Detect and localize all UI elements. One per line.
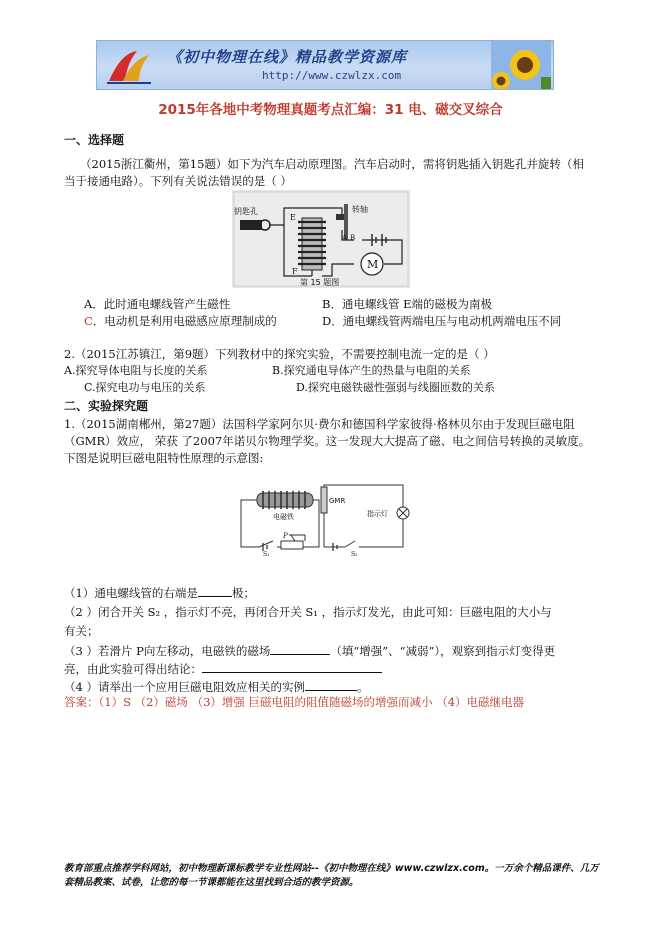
q1-option-c [84,313,277,329]
sub3-text-a: （3 ）若滑片 P向左移动，电磁铁的磁场 [64,644,271,658]
sub1 [64,584,255,601]
s1-label: S₁ [263,551,270,557]
q1-option-a: A．此时通电螺线管产生磁性 [84,297,231,311]
label-b: B [350,234,356,242]
site-logo-icon [103,45,155,87]
sunflower-icon [491,41,551,90]
banner-url: http://www.czwlzx.com [262,69,402,82]
lamp-label: 指示灯 [367,510,388,518]
magnet-label: 电磁铁 [273,513,294,521]
car-starter-circuit-figure [232,190,410,288]
pivot-label: 转轴 [352,205,368,214]
q1-stem-line2: 当于接通电路）。下列有关说法错误的是（ ） [64,174,292,188]
sub4-blank [305,678,357,691]
key-label: 钥匙孔 [234,207,258,216]
sub3-line1 [64,642,555,659]
document-title: 2015年各地中考物理真题考点汇编：31 电、磁交叉综合 [158,102,503,118]
q2-stem: 2.（2015江苏镇江，第9题）下列教材中的探究实验，不需要控制电流一定的是（ ） [64,347,495,361]
gmr-circuit-figure [233,483,411,557]
sub1-blank [198,584,232,597]
sub1-end: 极； [231,586,255,600]
header-banner [96,40,554,90]
q2-option-c: C.探究电功与电压的关系 [84,381,206,394]
label-e: E [290,213,296,222]
s2-q1-line2: （GMR）效应， 荣获 了2007年诺贝尔物理学奖。这一发现大大提高了磁、电之间信号转换的灵敏度。 [64,434,591,448]
s2-label: S₂ [351,551,358,557]
sub4-end: 。 [356,680,369,694]
sub3-line2-blank [202,660,382,673]
sub1-text: （1）通电螺线管的右端是 [64,586,198,600]
label-f: F [292,267,298,276]
sub2-line1: （2 ）闭合开关 S₂ ，指示灯不亮，再闭合开关 S₁ ，指示灯发光，由此可知：巨磁电阻的大小与 [64,605,552,619]
sub3-text-b: （填“增强”、“减弱”），观察到指示灯变得更 [330,644,556,658]
q2-option-d: D.探究电磁铁磁性强弱与线圈匝数的关系 [296,381,495,394]
q2-option-a: A.探究导体电阻与长度的关系 [64,364,208,377]
q1-option-b: B．通电螺线管 E端的磁极为南极 [322,297,492,311]
q1-stem-line1: （2015浙江衢州，第15题）如下为汽车启动原理图。汽车启动时，需将钥匙插入钥匙孔并旋转（相 [80,157,584,171]
motor-label: M [367,258,379,271]
banner-title: 《初中物理在线》精品教学资源库 [167,48,408,66]
s2-q1-line1: 1.（2015湖南郴州，第27题）法国科学家阿尔贝·费尔和德国科学家彼得·格林贝尔由于发现巨磁电阻 [64,417,575,431]
page-footer: 教育部重点推荐学科网站，初中物理新课标教学专业性网站--《初中物理在线》www.czwlzx.com。一万余个精品课件、几万套精品教案、试卷，让您的每一节课都能在这里找到合适的教学资源。 [64,863,599,888]
sub3-line2 [64,660,382,677]
section-heading-experiment: 二、实验探究题 [64,399,149,413]
s2-q1-line3: 下图是说明巨磁电阻特性原理的示意图: [64,451,264,465]
sub4-text: （4 ）请举出一个应用巨磁电阻效应相关的实例 [64,680,305,694]
q1-option-c-letter: C [84,314,93,328]
answer-line: 答案：（1）S （2）磁场 （3）增强 巨磁电阻的阻值随磁场的增强而减小 （4）电磁继电器 [64,695,525,709]
sub3-blank [270,642,330,655]
sub3-line2-text: 亮，由此实验可得出结论： [64,662,202,676]
key-shape [240,220,262,230]
p-label: P [283,532,288,540]
label-a: A [342,234,348,242]
section-heading-choice: 一、选择题 [64,133,125,147]
q1-option-c-text: ．电动机是利用电磁感应原理制成的 [92,314,277,328]
sub4 [64,678,368,695]
sub2-line2: 有关； [64,624,99,638]
gmr-label: GMR [329,497,346,505]
q2-option-b: B.探究通电导体产生的热量与电阻的关系 [272,364,471,377]
figure-caption: 第 15 题图 [300,278,340,287]
q1-option-d: D．通电螺线管两端电压与电动机两端电压不同 [322,314,562,328]
